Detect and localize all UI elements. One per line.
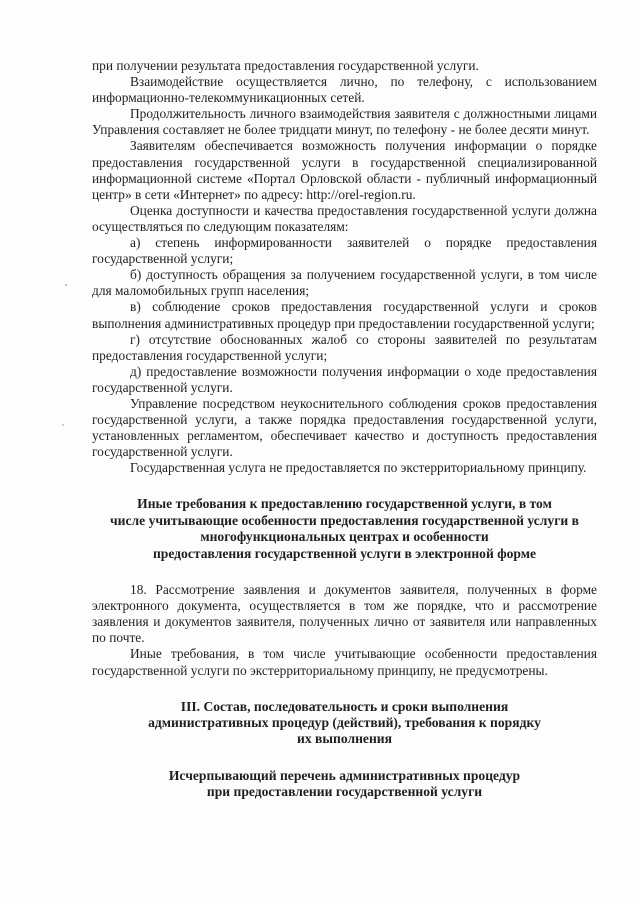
paragraph-quality-assessment: Оценка доступности и качества предоставления государственной услуги должна осуществляться по следующим показателям: [92, 202, 597, 234]
list-item-a: а) степень информированности заявителей о порядке предоставления государственной услуги; [92, 235, 597, 267]
heading-line: административных процедур (действий), требования к порядку [148, 715, 541, 731]
list-item-g: г) отсутствие обоснованных жалоб со стороны заявителей по результатам предоставления государственной услуги; [92, 331, 597, 363]
paragraph-extraterritorial: Государственная услуга не предоставляется по экстерриториальному принципу. [130, 460, 587, 476]
heading-line: предоставления государственной услуги в электронной форме [152, 545, 537, 561]
heading-line: Иные требования к предоставлению государственной услуги, в том [137, 496, 552, 512]
paragraph-18: 18. Рассмотрение заявления и документов заявителя, полученных в форме электронного документа, осуществляется в том же порядке, что и рассмотрение заявления и документов заявителя, полученных лично от заявителя или направленных по почте. [92, 582, 597, 646]
heading-line: их выполнения [297, 731, 392, 747]
paragraph-interaction: Взаимодействие осуществляется лично, по телефону, с использованием информационно-телекоммуникационных сетей. [92, 74, 597, 106]
heading-line: при предоставлении государственной услуги [206, 784, 483, 800]
paragraph-duration: Продолжительность личного взаимодействия заявителя с должностными лицами Управления составляет не более тридцати минут, по телефону - не более десяти минут. [92, 106, 597, 138]
list-item-d: д) предоставление возможности получения информации о ходе предоставления государственной услуги. [92, 363, 597, 395]
heading-line: Исчерпывающий перечень административных процедур [168, 767, 521, 783]
list-item-v: в) соблюдение сроков предоставления государственной услуги и сроков выполнения административных процедур при предоставлении государственной услуги; [92, 299, 597, 331]
paragraph-info-portal: Заявителям обеспечивается возможность получения информации о порядке предоставления государственной услуги в государственной специализированной информационной системе «Портал Орловской области - публичный информационный центр» в сети «Интернет» по адресу: http://orel-region.ru. [92, 138, 597, 202]
paragraph-continuation: при получении результата предоставления государственной услуги. [92, 58, 479, 73]
heading-line: III. Состав, последовательность и сроки выполнения [180, 698, 509, 714]
paragraph-other-requirements: Иные требования, в том числе учитывающие особенности предоставления государственной услуги по экстерриториальному принципу, не предусмотрены. [92, 646, 597, 678]
paragraph-management: Управление посредством неукоснительного соблюдения сроков предоставления государственной услуги, а также порядка предоставления государственной услуги, установленных регламентом, обеспечивает качество и доступность предоставления государственной услуги. [92, 395, 597, 460]
heading-line: многофункциональных центрах и особенности [200, 529, 489, 545]
list-item-b: б) доступность обращения за получением государственной услуги, в том числе для маломобильных групп населения; [92, 267, 597, 299]
heading-line: числе учитывающие особенности предоставления государственной услуги в [110, 512, 579, 528]
